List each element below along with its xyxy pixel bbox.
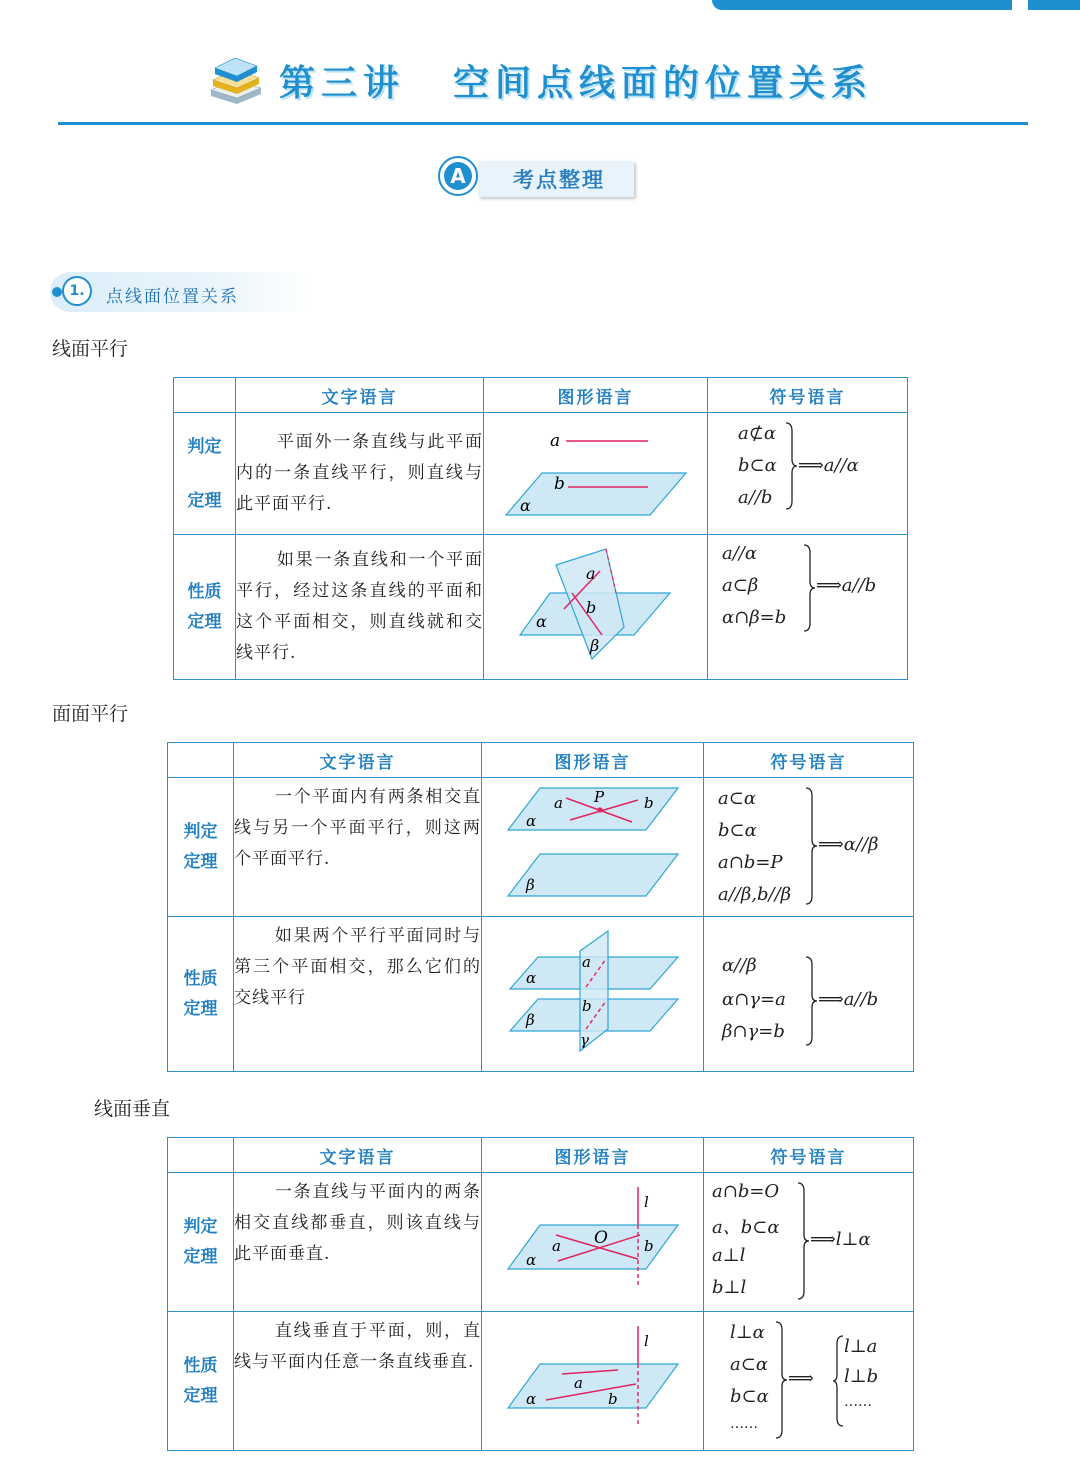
right-brace-icon [774,1320,788,1440]
symbol-block [704,780,913,914]
row-label [168,778,234,917]
condition-1: α//β [722,955,757,976]
label-l: l [644,1193,649,1211]
conclusion: ⟹a//b [818,989,879,1010]
col-header-text: 文字语言 [234,743,482,778]
line-plane-property-perp-figure [482,1312,704,1446]
label-alpha: α [536,612,547,631]
condition-2: a、b⊂α [712,1217,780,1238]
subsection-header [50,272,310,312]
figure-cell [484,413,708,535]
condition-1: a⊂α [718,788,756,809]
heading-plane-plane-parallel: 面面平行 [52,703,129,725]
table-plane-plane-parallel [167,742,914,1072]
figure-cell [484,535,708,680]
row-label-1: 性质 [183,1356,218,1376]
books-icon [207,54,265,106]
label-a: a [574,1374,583,1392]
top-decor-bar [712,0,1012,10]
theorem-text [234,1312,482,1451]
label-beta: β [590,636,600,655]
badge-label: 考点整理 [513,168,605,192]
label-alpha: α [520,496,531,515]
conclusion: ⟹l⊥α [810,1229,871,1250]
label-b: b [644,794,654,812]
table-line-plane-parallel [173,377,908,680]
row-label-1: 判定 [187,436,222,457]
heading-line-plane-parallel: 线面平行 [52,338,129,360]
conclusion: ⟹α//β [818,834,879,855]
row-label-1: 判定 [183,822,218,842]
label-gamma: γ [580,1031,589,1049]
label-alpha: α [526,969,537,987]
table-header-row [174,378,908,413]
symbol-cell [704,1173,914,1312]
right-brace-icon [802,543,816,633]
condition-2: b⊂α [738,455,777,476]
condition-2: a⊂β [722,575,759,596]
symbol-block [704,1314,913,1448]
label-p: P [594,788,605,806]
table-row [174,413,908,535]
condition-4: b⊥l [712,1277,747,1298]
row-label-2: 定理 [183,999,218,1019]
table-header-row [168,743,914,778]
plane-alpha [506,473,686,515]
figure-cell [482,1173,704,1312]
label-a: a [552,1237,561,1255]
badge-letter: A [444,162,472,190]
result-2: l⊥b [844,1366,879,1387]
col-header-empty [168,743,234,778]
condition-3: a//b [738,487,773,508]
label-alpha: α [526,812,537,830]
theorem-text [236,535,484,680]
subsection-number: 1. [62,276,92,306]
col-header-text: 文字语言 [236,378,484,413]
condition-1: a∩b=O [712,1181,780,1202]
row-label-2: 定理 [187,612,222,632]
row-label [174,535,236,680]
title-rule [58,122,1028,125]
symbol-cell [704,778,914,917]
symbol-cell [708,535,908,680]
line-plane-property-figure [484,535,708,675]
heading-line-plane-perpendicular: 线面垂直 [94,1098,171,1120]
result-1: l⊥a [844,1336,878,1357]
condition-3: a∩b=P [718,852,783,873]
condition-2: α∩γ=a [722,989,786,1010]
row-label-1: 性质 [187,582,222,602]
point-p [597,807,602,812]
conclusion: ⟹a//b [816,575,877,596]
condition-4: a//β,b//β [718,884,792,905]
label-b: b [582,997,592,1015]
condition-3: β∩γ=b [722,1021,785,1042]
col-header-empty [174,378,236,413]
table-line-plane-perpendicular [167,1137,914,1451]
symbol-cell [708,413,908,535]
top-decor-bar-right [1028,0,1080,10]
col-header-symbol: 符号语言 [708,378,908,413]
label-l: l [644,1332,649,1350]
table-row [174,535,908,680]
col-header-empty [168,1138,234,1173]
table-row [168,917,914,1072]
theorem-text-body: 一个平面内有两条相交直线与另一个平面平行，则这两个平面平行. [234,787,481,869]
symbol-cell [704,917,914,1072]
label-b: b [608,1390,618,1408]
symbol-block [704,919,913,1069]
row-label-1: 性质 [183,969,218,989]
condition-3: α∩β=b [722,607,787,628]
plane-plane-property-figure [482,917,704,1067]
row-label [168,917,234,1072]
row-label [174,413,236,535]
result-3: …… [844,1394,872,1410]
theorem-text-body: 如果两个平行平面同时与第三个平面相交，那么它们的交线平行 [234,926,481,1008]
condition-3: b⊂α [730,1386,769,1407]
plane-plane-parallel-figure [482,778,704,912]
condition-4: …… [730,1416,758,1432]
figure-cell [482,778,704,917]
theorem-text [234,778,482,917]
line-plane-perpendicular-figure [482,1173,704,1307]
symbol-block [704,1175,913,1309]
line-plane-parallel-figure [484,413,708,530]
left-brace-icon [832,1334,844,1428]
row-label [168,1312,234,1451]
symbol-block [708,537,907,677]
theorem-text-body: 如果一条直线和一个平面平行，经过这条直线的平面和这个平面相交，则直线就和交线平行. [236,550,483,663]
symbol-cell [704,1312,914,1451]
col-header-figure: 图形语言 [482,1138,704,1173]
col-header-figure: 图形语言 [482,743,704,778]
theorem-text [236,413,484,535]
row-label-2: 定理 [183,1386,218,1406]
theorem-text [234,917,482,1072]
label-beta: β [526,1011,535,1029]
label-o: O [594,1228,608,1248]
label-a: a [554,794,563,812]
symbol-block [708,415,907,532]
condition-1: a⊄α [738,423,776,444]
label-a: a [582,953,591,971]
figure-cell [482,1312,704,1451]
label-b: b [586,598,597,617]
label-b: b [644,1237,654,1255]
condition-2: b⊂α [718,820,757,841]
lecture-number: 第三讲 [278,62,405,104]
condition-2: a⊂α [730,1354,768,1375]
theorem-text-body: 一条直线与平面内的两条相交直线都垂直，则该直线与此平面垂直. [234,1182,481,1264]
section-badge [438,156,636,200]
theorem-text-body: 直线垂直于平面，则，直线与平面内任意一条直线垂直. [234,1321,481,1372]
label-a: a [586,564,596,583]
label-a: a [550,431,561,451]
condition-3: a⊥l [712,1245,746,1266]
right-brace-icon [796,1181,810,1301]
row-label-1: 判定 [183,1217,218,1237]
condition-1: l⊥α [730,1322,765,1343]
condition-1: a//α [722,543,758,564]
subsection-label: 点线面位置关系 [106,287,239,307]
badge-circle [438,156,478,196]
theorem-text-body: 平面外一条直线与此平面内的一条直线平行，则直线与此平面平行. [236,432,483,514]
col-header-text: 文字语言 [234,1138,482,1173]
col-header-figure: 图形语言 [484,378,708,413]
bullet-dot-icon [52,287,62,297]
right-brace-icon [804,955,818,1047]
right-brace-icon [804,786,818,906]
table-row [168,1312,914,1451]
table-row [168,778,914,917]
lecture-title: 空间点线面的位置关系 [453,62,874,104]
label-beta: β [526,876,535,894]
page-title [0,52,1080,108]
col-header-symbol: 符号语言 [704,1138,914,1173]
row-label-2: 定理 [187,490,222,511]
label-alpha: α [526,1390,537,1408]
row-label-2: 定理 [183,852,218,872]
table-header-row [168,1138,914,1173]
label-alpha: α [526,1251,537,1269]
table-row [168,1173,914,1312]
row-label-2: 定理 [183,1247,218,1267]
row-label [168,1173,234,1312]
col-header-symbol: 符号语言 [704,743,914,778]
conclusion: ⟹a//α [798,455,859,476]
figure-cell [482,917,704,1072]
theorem-text [234,1173,482,1312]
label-b: b [554,474,565,494]
conclusion: ⟹ [788,1368,814,1389]
right-brace-icon [784,421,798,511]
